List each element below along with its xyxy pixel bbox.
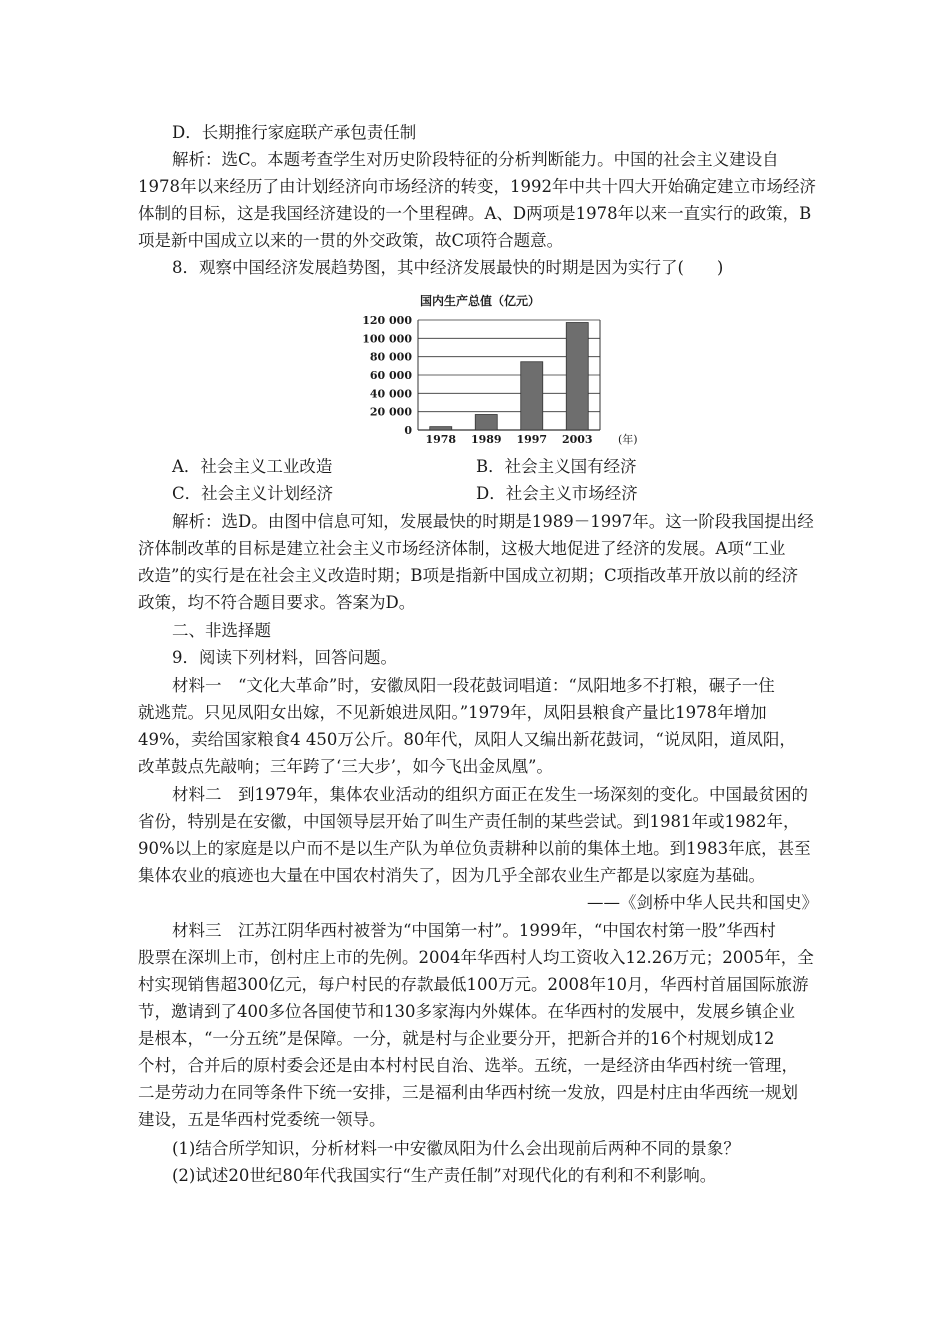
x-tick-label: 1989	[470, 433, 502, 446]
bar-2003	[566, 323, 588, 430]
section-heading: 二、非选择题	[172, 621, 271, 640]
analysis-2-line: 解析：选D。由图中信息可知，发展最快的时期是1989－1997年。这一阶段我国提出经	[172, 512, 814, 531]
x-tick-label: 2003	[561, 433, 593, 446]
material-2-source: ——《剑桥中华人民共和国史》	[587, 893, 818, 912]
analysis-1-line: 解析：选C。本题考查学生对历史阶段特征的分析判断能力。中国的社会主义建设自	[172, 150, 779, 169]
option-d: D．社会主义市场经济	[476, 484, 638, 503]
material-3-line: 材料三 江苏江阴华西村被誉为“中国第一村”。1999年，“中国农村第一股”华西村	[172, 921, 776, 940]
y-axis-ticks	[362, 314, 412, 437]
option-d-prev: D．长期推行家庭联产承包责任制	[172, 123, 417, 142]
material-2-line: 90%以上的家庭是以户而不是以生产队为单位负责耕种以前的集体土地。到1983年底，甚至	[138, 839, 811, 858]
y-tick-label: 40 000	[369, 387, 412, 401]
option-b: B．社会主义国有经济	[476, 457, 637, 476]
analysis-1-line: 1978年以来经历了由计划经济向市场经济的转变，1992年中共十四大开始确定建立市场经济	[138, 177, 816, 196]
y-tick-label: 0	[404, 424, 412, 437]
analysis-1-line: 项是新中国成立以来的一贯的外交政策，故C项符合题意。	[138, 231, 564, 250]
material-1-line: 49%，卖给国家粮食4 450万公斤。80年代，凤阳人又编出新花鼓词，“说凤阳，道凤阳，	[138, 730, 796, 749]
bar-1989	[475, 415, 497, 430]
material-1-line: 改革鼓点先敲响；三年跨了‘三大步’，如今飞出金凤凰”。	[138, 757, 553, 776]
analysis-2-line: 济体制改革的目标是建立社会主义市场经济体制，这极大地促进了经济的发展。A项“工业	[138, 539, 786, 558]
analysis-2-line: 政策，均不符合题目要求。答案为D。	[138, 593, 416, 612]
option-a: A．社会主义工业改造	[172, 457, 333, 476]
x-axis-unit: (年)	[618, 433, 638, 446]
sub-question-2: (2)试述20世纪80年代我国实行“生产责任制”对现代化的有利和不利影响。	[172, 1166, 717, 1185]
bar-1978	[430, 427, 452, 430]
material-3-line: 建设，五是华西村党委统一领导。	[138, 1110, 386, 1129]
question-8: 8．观察中国经济发展趋势图，其中经济发展最快的时期是因为实行了( )	[172, 258, 724, 277]
y-tick-label: 100 000	[362, 332, 412, 346]
material-3-line: 二是劳动力在同等条件下统一安排，三是福利由华西村统一发放，四是村庄由华西统一规划	[138, 1083, 798, 1102]
x-axis-ticks	[425, 433, 592, 446]
y-tick-label: 60 000	[369, 369, 412, 382]
y-tick-label: 20 000	[369, 405, 412, 419]
material-3-line: 股票在深圳上市，创村庄上市的先例。2004年华西村人均工资收入12.26万元；2005年，全	[138, 948, 814, 967]
material-2-line: 材料二 到1979年，集体农业活动的组织方面正在发生一场深刻的变化。中国最贫困的	[172, 785, 808, 804]
x-tick-label: 1997	[516, 433, 548, 446]
analysis-1-line: 体制的目标，这是我国经济建设的一个里程碑。A、D两项是1978年以来一直实行的政策，B	[138, 204, 812, 223]
material-2-line: 集体农业的痕迹也大量在中国农村消失了，因为几乎全部农业生产都是以家庭为基础。	[138, 866, 765, 885]
chart-title: 国内生产总值（亿元）	[419, 294, 541, 308]
sub-question-1: (1)结合所学知识，分析材料一中安徽凤阳为什么会出现前后两种不同的景象？	[172, 1139, 740, 1158]
gdp-bar-chart	[360, 292, 660, 448]
material-3-line: 是根本，“一分五统”是保障。一分，就是村与企业要分开，把新合并的16个村规划成12	[138, 1029, 775, 1048]
material-3-line: 节，邀请到了400多位各国使节和130多家海内外媒体。在华西村的发展中，发展乡镇企业	[138, 1002, 795, 1021]
bar-1997	[521, 362, 543, 430]
option-c: C．社会主义计划经济	[172, 484, 334, 503]
question-9: 9．阅读下列材料，回答问题。	[172, 648, 397, 667]
material-3-line: 村实现销售超300亿元，每户村民的存款最低100万元。2008年10月，华西村首届国际旅游	[138, 975, 809, 994]
analysis-2-line: 改造”的实行是在社会主义改造时期；B项是指新中国成立初期；C项指改革开放以前的经济	[138, 566, 799, 585]
x-tick-label: 1978	[425, 433, 457, 446]
y-tick-label: 80 000	[369, 350, 412, 364]
material-3-line: 个村，合并后的原村委会还是由本村村民自治、选举。五统，一是经济由华西村统一管理，	[138, 1056, 798, 1075]
y-tick-label: 120 000	[362, 314, 412, 327]
material-2-line: 省份，特别是在安徽，中国领导层开始了叫生产责任制的某些尝试。到1981年或1982年，	[138, 812, 800, 831]
material-1-line: 材料一 “文化大革命”时，安徽凤阳一段花鼓词唱道：“凤阳地多不打粮，碾子一住	[172, 676, 775, 695]
material-1-line: 就逃荒。只见凤阳女出嫁，不见新娘进凤阳。”1979年，凤阳县粮食产量比1978年增加	[138, 703, 767, 722]
